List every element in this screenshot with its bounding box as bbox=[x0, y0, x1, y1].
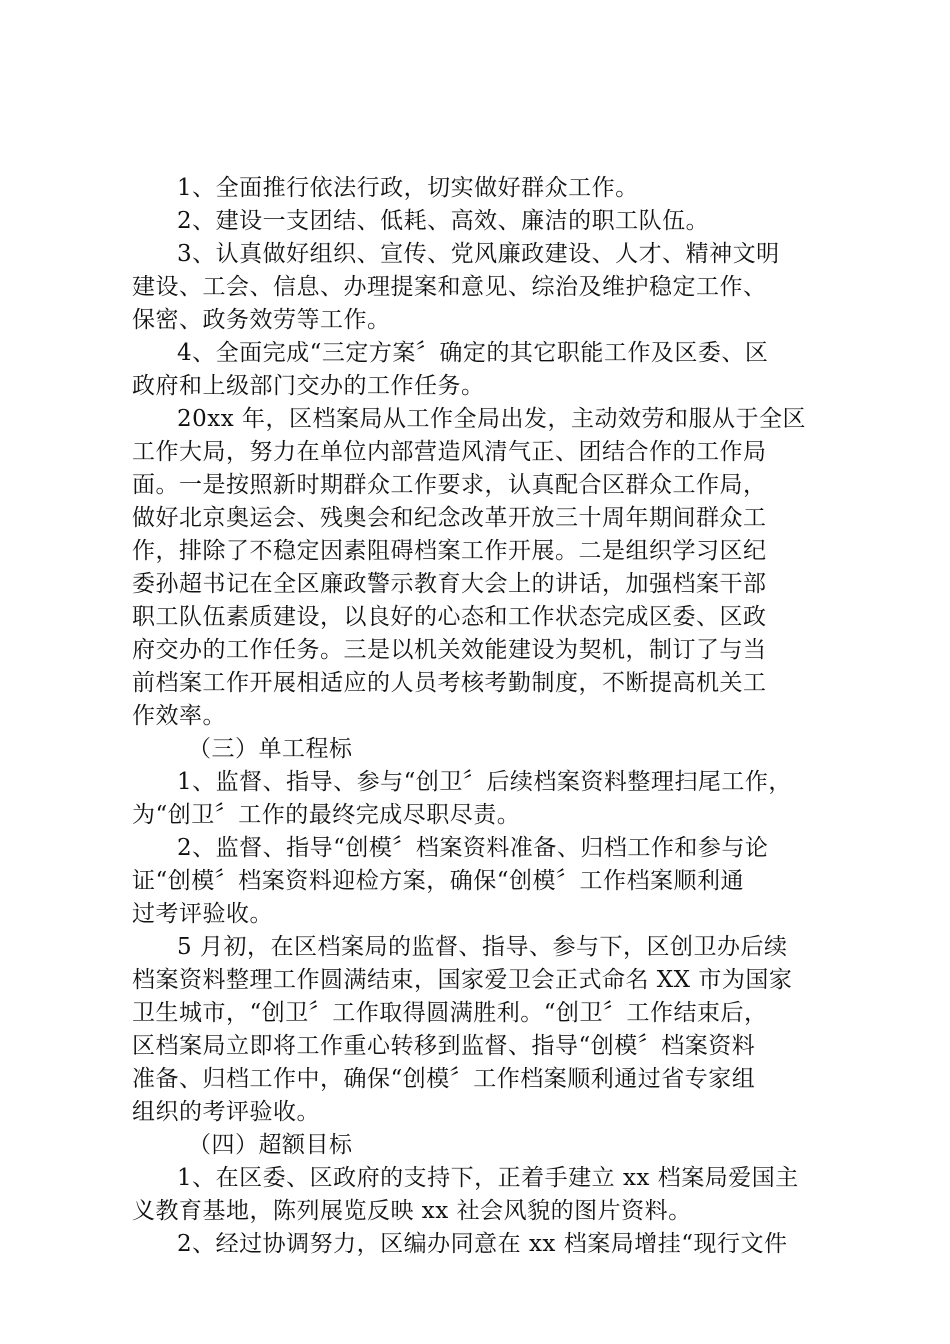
text-line: 府交办的工作任务。三是以机关效能建设为契机，制订了与当 bbox=[132, 637, 767, 663]
text-line: 档案资料整理工作圆满结束，国家爱卫会正式命名 XX 市为国家 bbox=[132, 967, 793, 993]
text-line: 卫生城市，“创卫〞工作取得圆满胜利。“创卫〞工作结束后， bbox=[132, 1000, 768, 1026]
text-line: 2、建设一支团结、低耗、高效、廉洁的职工队伍。 bbox=[177, 208, 710, 234]
text-line: 作效率。 bbox=[132, 703, 226, 729]
text-line: 1、在区委、区政府的支持下，正着手建立 xx 档案局爱国主 bbox=[177, 1165, 799, 1191]
text-line: 做好北京奥运会、残奥会和纪念改革开放三十周年期间群众工 bbox=[132, 505, 767, 531]
section-heading: （三）单工程标 bbox=[188, 736, 353, 762]
text-line: 1、全面推行依法行政，切实做好群众工作。 bbox=[177, 175, 639, 201]
text-line: 委孙超书记在全区廉政警示教育大会上的讲话，加强档案干部 bbox=[132, 571, 767, 597]
text-line: 组织的考评验收。 bbox=[132, 1099, 320, 1125]
section-heading: （四）超额目标 bbox=[188, 1132, 353, 1158]
text-line: 建设、工会、信息、办理提案和意见、综治及维护稳定工作、 bbox=[132, 274, 767, 300]
text-line: 前档案工作开展相适应的人员考核考勤制度，不断提高机关工 bbox=[132, 670, 767, 696]
text-line: 20xx 年，区档案局从工作全局出发，主动效劳和服从于全区 bbox=[177, 406, 807, 432]
text-line: 保密、政务效劳等工作。 bbox=[132, 307, 391, 333]
text-line: 1、监督、指导、参与“创卫〞后续档案资料整理扫尾工作， bbox=[177, 769, 792, 795]
text-line: 职工队伍素质建设，以良好的心态和工作状态完成区委、区政 bbox=[132, 604, 767, 630]
text-line: 4、全面完成“三定方案〞确定的其它职能工作及区委、区 bbox=[177, 340, 769, 366]
text-line: 区档案局立即将工作重心转移到监督、指导“创模〞档案资料 bbox=[132, 1033, 756, 1059]
text-line: 3、认真做好组织、宣传、党风廉政建设、人才、精神文明 bbox=[177, 241, 780, 267]
text-line: 5 月初，在区档案局的监督、指导、参与下，区创卫办后续 bbox=[177, 934, 788, 960]
text-line: 过考评验收。 bbox=[132, 901, 273, 927]
text-line: 作，排除了不稳定因素阻碍档案工作开展。二是组织学习区纪 bbox=[132, 538, 767, 564]
text-line: 为“创卫〞工作的最终完成尽职尽责。 bbox=[132, 802, 521, 828]
document-body bbox=[132, 172, 832, 1261]
text-line: 政府和上级部门交办的工作任务。 bbox=[132, 373, 485, 399]
text-line: 准备、归档工作中，确保“创模〞工作档案顺利通过省专家组 bbox=[132, 1066, 756, 1092]
text-line: 面。一是按照新时期群众工作要求，认真配合区群众工作局， bbox=[132, 472, 767, 498]
text-line: 义教育基地，陈列展览反映 xx 社会风貌的图片资料。 bbox=[132, 1198, 692, 1224]
text-line: 证“创模〞档案资料迎检方案，确保“创模〞工作档案顺利通 bbox=[132, 868, 745, 894]
text-line: 工作大局，努力在单位内部营造风清气正、团结合作的工作局 bbox=[132, 439, 767, 465]
text-line: 2、经过协调努力，区编办同意在 xx 档案局增挂“现行文件 bbox=[177, 1231, 788, 1257]
text-line: 2、监督、指导“创模〞档案资料准备、归档工作和参与论 bbox=[177, 835, 769, 861]
